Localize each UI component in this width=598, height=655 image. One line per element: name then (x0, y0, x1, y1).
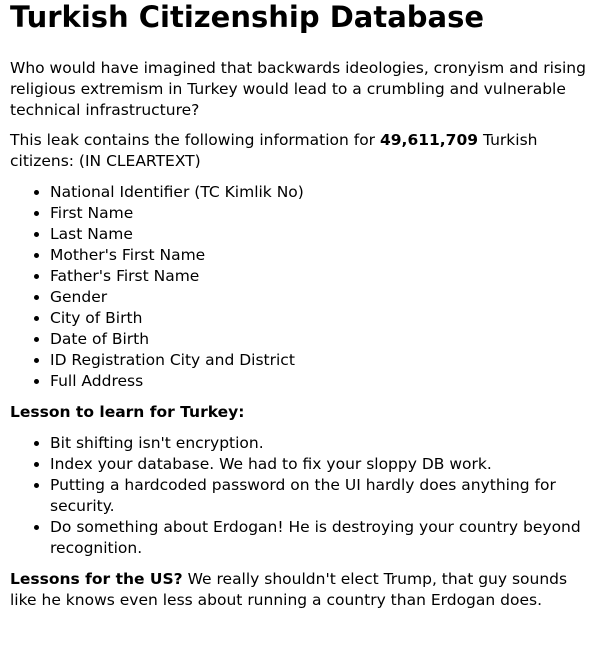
page-title: Turkish Citizenship Database (10, 0, 485, 34)
list-item: • Index your database. We had to fix your sloppy DB work. (50, 454, 588, 475)
list-item: • First Name (50, 203, 588, 224)
us-text: We really shouldn't elect Trump, that guy sounds like he knows even less about running a country than Erdogan does. (10, 570, 568, 609)
leak-suffix: Turkish citizens: (IN CLEARTEXT) (10, 131, 538, 170)
list-item: • Bit shifting isn't encryption. (50, 433, 588, 454)
leak-count: 49,611,709 (379, 131, 479, 149)
list-item: • Gender (50, 287, 588, 308)
leak-summary (10, 130, 588, 172)
us-paragraph (10, 569, 588, 611)
us-heading: Lessons for the US? (10, 570, 183, 588)
list-item: • Full Address (50, 371, 588, 392)
lesson-heading: Lesson to learn for Turkey: (10, 403, 245, 421)
leak-prefix: This leak contains the following information for (10, 131, 380, 149)
list-item: • Putting a hardcoded password on the UI hardly does anything for security. (50, 475, 588, 517)
list-item: • City of Birth (50, 308, 588, 329)
list-item: • National Identifier (TC Kimlik No) (50, 182, 588, 203)
lessons-list (10, 433, 588, 559)
list-item: • ID Registration City and District (50, 350, 588, 371)
fields-list (10, 182, 588, 392)
list-item: • Last Name (50, 224, 588, 245)
list-item: • Father's First Name (50, 266, 588, 287)
list-item: • Mother's First Name (50, 245, 588, 266)
list-item: • Date of Birth (50, 329, 588, 350)
intro-paragraph: Who would have imagined that backwards ideologies, cronyism and rising religious extremism in Turkey would lead to a crumbling and vulnerable technical infrastructure? (10, 59, 586, 119)
list-item: • Do something about Erdogan! He is destroying your country beyond recognition. (50, 517, 588, 559)
